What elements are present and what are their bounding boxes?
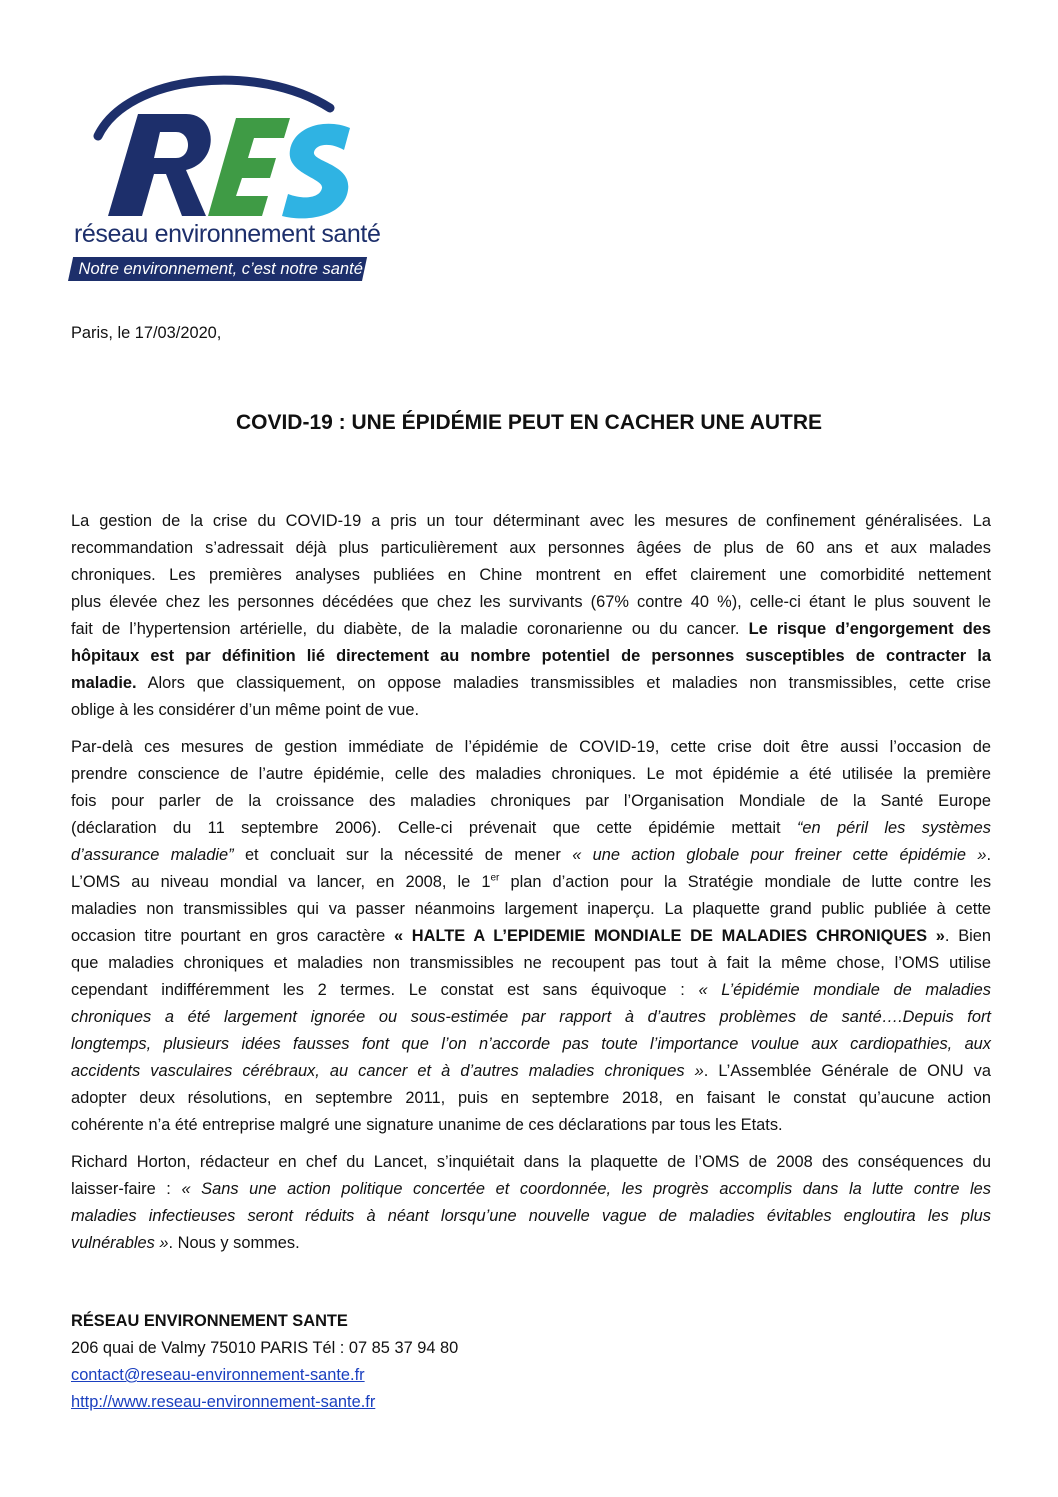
text-segment: maladies non transmissibles qui va passer néanmoins largement inaperçu. La plaquette grand public publiée à cette: [71, 900, 991, 918]
emphasis-text: maladie.: [71, 674, 137, 692]
text-segment: et concluait sur la nécessité de mener: [233, 846, 573, 864]
text-line: [71, 1085, 991, 1112]
text-segment: plan d’action pour la Stratégie mondiale de lutte contre les: [499, 873, 992, 891]
text-segment: cohérente n’a été entreprise malgré une signature unanime de ces déclarations par tous les Etats.: [71, 1116, 783, 1134]
text-line: [71, 1149, 991, 1176]
text-segment: oblige à les considérer d’un même point de vue.: [71, 701, 420, 719]
text-segment: occasion titre pourtant en gros caractère: [71, 927, 394, 945]
text-line: [71, 535, 991, 562]
text-segment: Par-delà ces mesures de gestion immédiate de l’épidémie de COVID-19, cette crise doit être aussi l’occasion de: [71, 738, 991, 756]
emphasis-text: vulnérables »: [71, 1234, 169, 1252]
logo-tagline-banner: [68, 257, 367, 281]
paragraph: [71, 1149, 991, 1257]
text-line: [71, 1004, 991, 1031]
text-segment: fait de l’hypertension artérielle, du diabète, de la maladie coronarienne ou du cancer.: [71, 620, 749, 638]
text-segment: Richard Horton, rédacteur en chef du Lancet, s’inquiétait dans la plaquette de l’OMS de 2008 des conséquences du: [71, 1153, 991, 1171]
text-line: [71, 616, 991, 643]
text-segment: adopter deux résolutions, en septembre 2011, puis en septembre 2018, en faisant le constat qu’aucune action: [71, 1089, 991, 1107]
text-line: [71, 643, 991, 670]
text-line: [71, 761, 991, 788]
emphasis-text: d’assurance maladie”: [71, 846, 234, 864]
emphasis-text: “en péril les systèmes: [796, 819, 991, 837]
text-line: [71, 589, 991, 616]
emphasis-text: « HALTE A L’EPIDEMIE MONDIALE DE MALADIES CHRONIQUES »: [393, 927, 945, 945]
text-line: [71, 1112, 991, 1139]
text-line: [71, 896, 991, 923]
text-line: [71, 869, 991, 896]
page-title: COVID-19 : UNE ÉPIDÉMIE PEUT EN CACHER UNE AUTRE: [235, 411, 823, 434]
text-segment: . L’Assemblée Générale de ONU va: [703, 1062, 991, 1080]
text-line: [71, 697, 991, 724]
text-line: [71, 1230, 991, 1257]
emphasis-text: longtemps, plusieurs idées fausses font que l’on n’accorde pas toute l’importance voulue aux cardiopathies, aux: [71, 1035, 991, 1053]
paragraph: [71, 508, 991, 724]
text-segment: que maladies chroniques et maladies non transmissibles ne recoupent pas tout à fait la même chose, l’OMS utilise: [71, 954, 991, 972]
text-segment: prendre conscience de l’autre épidémie, celle des maladies chroniques. Le mot épidémie a été utilisée la première: [71, 765, 991, 783]
text-segment: L’OMS au niveau mondial va lancer, en 2008, le 1: [71, 873, 491, 891]
text-segment: . Nous y sommes.: [168, 1234, 300, 1252]
text-segment: plus élevée chez les personnes décédées que chez les survivants (67% contre 40 %), celle-ci étant le plus souvent le: [71, 593, 991, 611]
text-line: [71, 1058, 991, 1085]
emphasis-text: « L’épidémie mondiale de maladies: [698, 981, 991, 999]
footer-org: RÉSEAU ENVIRONNEMENT SANTE: [71, 1312, 348, 1330]
text-line: [71, 788, 991, 815]
emphasis-text: Le risque d’engorgement des: [748, 620, 992, 638]
text-line: [71, 670, 991, 697]
emphasis-text: chroniques a été largement ignorée ou sous-estimée par rapport à d’autres problèmes de santé….Depuis fort: [71, 1008, 991, 1026]
text-line: [71, 950, 991, 977]
text-segment: fois pour parler de la croissance des maladies chroniques par l’Organisation Mondiale de la Santé Europe: [71, 792, 991, 810]
text-segment: chroniques. Les premières analyses publiées en Chine montrent en effet clairement une comorbidité nettement: [71, 566, 991, 584]
res-logo-mark: [68, 66, 364, 226]
text-line: [71, 1203, 991, 1230]
text-line: [71, 1176, 991, 1203]
text-line: [71, 923, 991, 950]
emphasis-text: hôpitaux est par définition lié directement au nombre potentiel de personnes susceptibles de contracter la: [71, 647, 991, 665]
date-line: Paris, le 17/03/2020,: [71, 324, 222, 342]
text-segment: . Bien: [944, 927, 992, 945]
emphasis-text: « une action globale pour freiner cette épidémie »: [572, 846, 987, 864]
emphasis-text: accidents vasculaires cérébraux, au cancer et à d’autres maladies chroniques »: [71, 1062, 704, 1080]
footer-website-link[interactable]: http://www.reseau-environnement-sante.fr: [71, 1393, 376, 1411]
emphasis-text: maladies infectieuses seront réduits à néant lorsqu’une nouvelle vague de maladies évitables engloutira les plus: [71, 1207, 991, 1225]
text-line: [71, 977, 991, 1004]
superscript: er: [490, 872, 500, 884]
emphasis-text: « Sans une action politique concertée et coordonnée, les progrès accomplis dans la lutte contre les: [181, 1180, 991, 1198]
text-segment: La gestion de la crise du COVID-19 a pris un tour déterminant avec les mesures de confinement généralisées. La: [71, 512, 991, 530]
text-line: [71, 508, 991, 535]
text-segment: .: [986, 846, 992, 864]
text-line: [71, 815, 991, 842]
contact-footer: [71, 1308, 671, 1416]
text-line: [71, 1031, 991, 1058]
logo-name: réseau environnement santé: [74, 220, 381, 248]
paragraph: [71, 734, 991, 1139]
text-segment: recommandation s’adressait déjà plus particulièrement aux personnes âgées de plus de 60 ans et aux malades: [71, 539, 991, 557]
text-line: [71, 562, 991, 589]
text-line: [71, 734, 991, 761]
logo-tagline-text: Notre environnement, c’est notre santé: [78, 260, 363, 278]
footer-email-link[interactable]: contact@reseau-environnement-sante.fr: [71, 1366, 365, 1384]
res-logo: [68, 66, 381, 282]
footer-address: 206 quai de Valmy 75010 PARIS Tél : 07 85 37 94 80: [71, 1339, 459, 1357]
text-segment: cependant indifféremment les 2 termes. Le constat est sans équivoque :: [71, 981, 699, 999]
text-segment: (déclaration du 11 septembre 2006). Celle-ci prévenait que cette épidémie mettait: [71, 819, 797, 837]
text-line: [71, 842, 991, 869]
text-segment: laisser-faire :: [71, 1180, 182, 1198]
article-body: [71, 508, 991, 1267]
text-segment: Alors que classiquement, on oppose maladies transmissibles et maladies non transmissibles, cette crise: [136, 674, 991, 692]
